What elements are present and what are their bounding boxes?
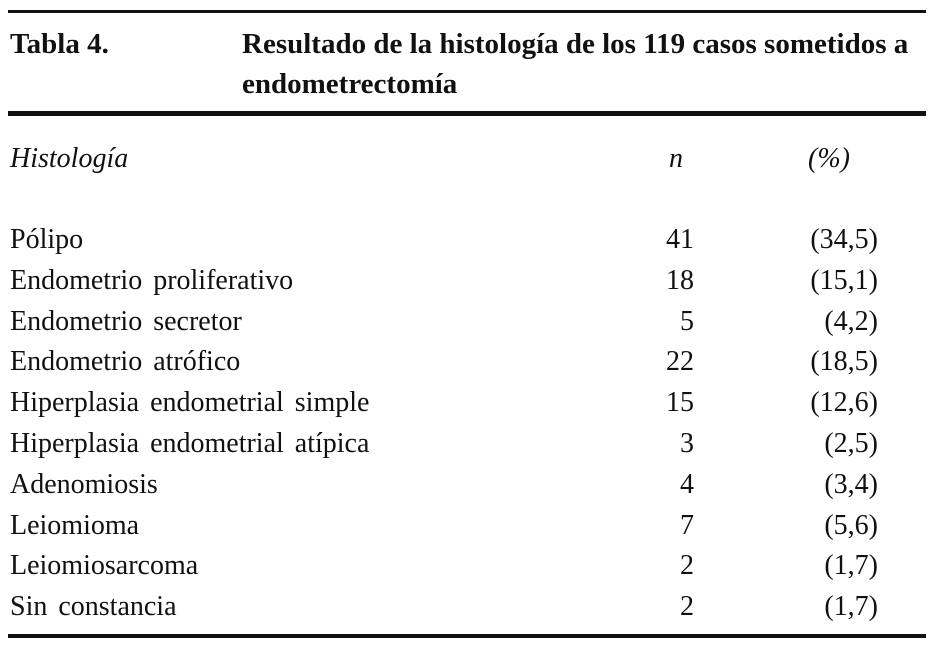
table-row [0,465,938,506]
column-header-percent: (%) [808,143,850,174]
table-row [0,383,938,424]
row-count: 41 [666,224,694,255]
row-label: Hiperplasia endometrial simple [10,387,370,419]
row-label: Leiomioma [10,509,140,541]
table-row [0,342,938,383]
row-label: Endometrio secretor [10,305,242,337]
row-count: 5 [680,305,694,337]
row-percent: (12,6) [810,387,878,419]
bottom-rule [8,634,926,638]
row-label: Endometrio atrófico [10,346,241,378]
table-row [0,587,938,628]
table-title: Resultado de la histología de los 119 casos sometidos a endometrectomía [242,28,909,100]
table-row [0,424,938,465]
row-count: 15 [666,387,694,419]
row-label: Endometrio proliferativo [10,264,294,296]
row-label: Sin constancia [10,591,177,623]
table-body [0,220,938,628]
header-rule [8,111,926,116]
row-count: 7 [680,509,694,541]
row-percent: (18,5) [810,346,878,378]
row-percent: (15,1) [810,264,878,296]
row-percent: (4,2) [824,305,878,337]
row-label: Pólipo [10,224,84,255]
row-count: 2 [680,591,694,623]
table-row [0,302,938,343]
row-count: 3 [680,427,694,459]
row-label: Adenomiosis [10,468,158,500]
row-percent: (34,5) [810,224,878,255]
row-percent: (3,4) [824,468,878,500]
table-row [0,506,938,547]
row-percent: (1,7) [824,550,878,582]
row-count: 2 [680,550,694,582]
table-row [0,261,938,302]
table-number: Tabla 4. [10,28,109,60]
table-row [0,220,938,261]
column-header-n: n [669,143,683,174]
row-label: Hiperplasia endometrial atípica [10,427,370,459]
table-row [0,546,938,587]
row-percent: (2,5) [824,427,878,459]
top-rule [8,10,926,13]
row-percent: (1,7) [824,591,878,623]
row-count: 22 [666,346,694,378]
row-percent: (5,6) [824,509,878,541]
row-count: 18 [666,264,694,296]
column-header-histologia: Histología [10,143,129,174]
row-count: 4 [680,468,694,500]
row-label: Leiomiosarcoma [10,550,199,582]
